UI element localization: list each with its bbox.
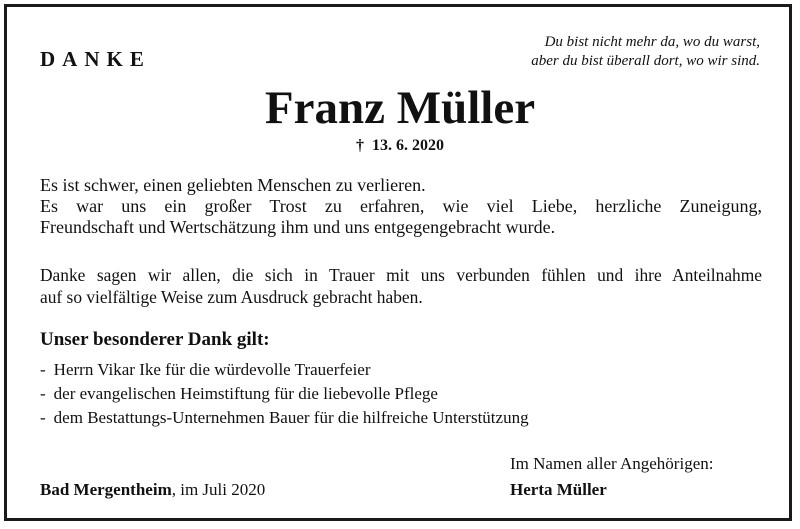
thanks-line-1: Danke sagen wir allen, die sich in Trauer mit uns verbunden fühlen und ihre Anteilnahme: [40, 265, 762, 285]
intro-line-1: Es ist schwer, einen geliebten Menschen zu verlieren.: [40, 175, 426, 195]
thanks-paragraph: [40, 264, 762, 308]
list-item: [40, 406, 529, 430]
dash-bullet: -: [40, 360, 46, 379]
list-item-text: dem Bestattungs-Unternehmen Bauer für die hilfreiche Unterstützung: [53, 408, 529, 427]
cross-icon: †: [356, 137, 364, 154]
list-item-text: der evangelischen Heimstiftung für die liebevolle Pflege: [53, 384, 438, 403]
dash-bullet: -: [40, 384, 46, 403]
deceased-name: Franz Müller: [264, 82, 536, 134]
on-behalf-line: Im Namen aller Angehörigen:: [510, 454, 714, 473]
thanks-line-2: auf so vielfältige Weise zum Ausdruck gebracht haben.: [40, 287, 423, 307]
month-date: , im Juli 2020: [171, 480, 266, 499]
list-item-text: Herrn Vikar Ike für die würdevolle Trauerfeier: [53, 360, 371, 379]
place-name: Bad Mergentheim: [40, 480, 172, 499]
signer-name: Herta Müller: [510, 480, 607, 499]
motto-line-1: Du bist nicht mehr da, wo du warst,: [544, 34, 760, 50]
death-date: [0, 136, 800, 156]
place-date: [40, 479, 265, 501]
intro-paragraph: [40, 175, 762, 238]
special-thanks-list: [40, 358, 529, 430]
list-item: [40, 382, 529, 406]
motto-quote: [531, 33, 760, 71]
danke-heading: DANKE: [40, 47, 151, 71]
intro-line-2: Es war uns ein großer Trost zu erfahren, wie viel Liebe, herzliche Zuneigung,: [40, 196, 762, 216]
death-date-value: 13. 6. 2020: [372, 137, 444, 154]
intro-line-3: Freundschaft und Wertschätzung ihm und uns entgegengebracht wurde.: [40, 217, 556, 237]
special-thanks-heading: Unser besonderer Dank gilt:: [40, 329, 270, 350]
motto-line-2: aber du bist überall dort, wo wir sind.: [531, 53, 760, 69]
dash-bullet: -: [40, 408, 46, 427]
list-item: [40, 358, 529, 382]
